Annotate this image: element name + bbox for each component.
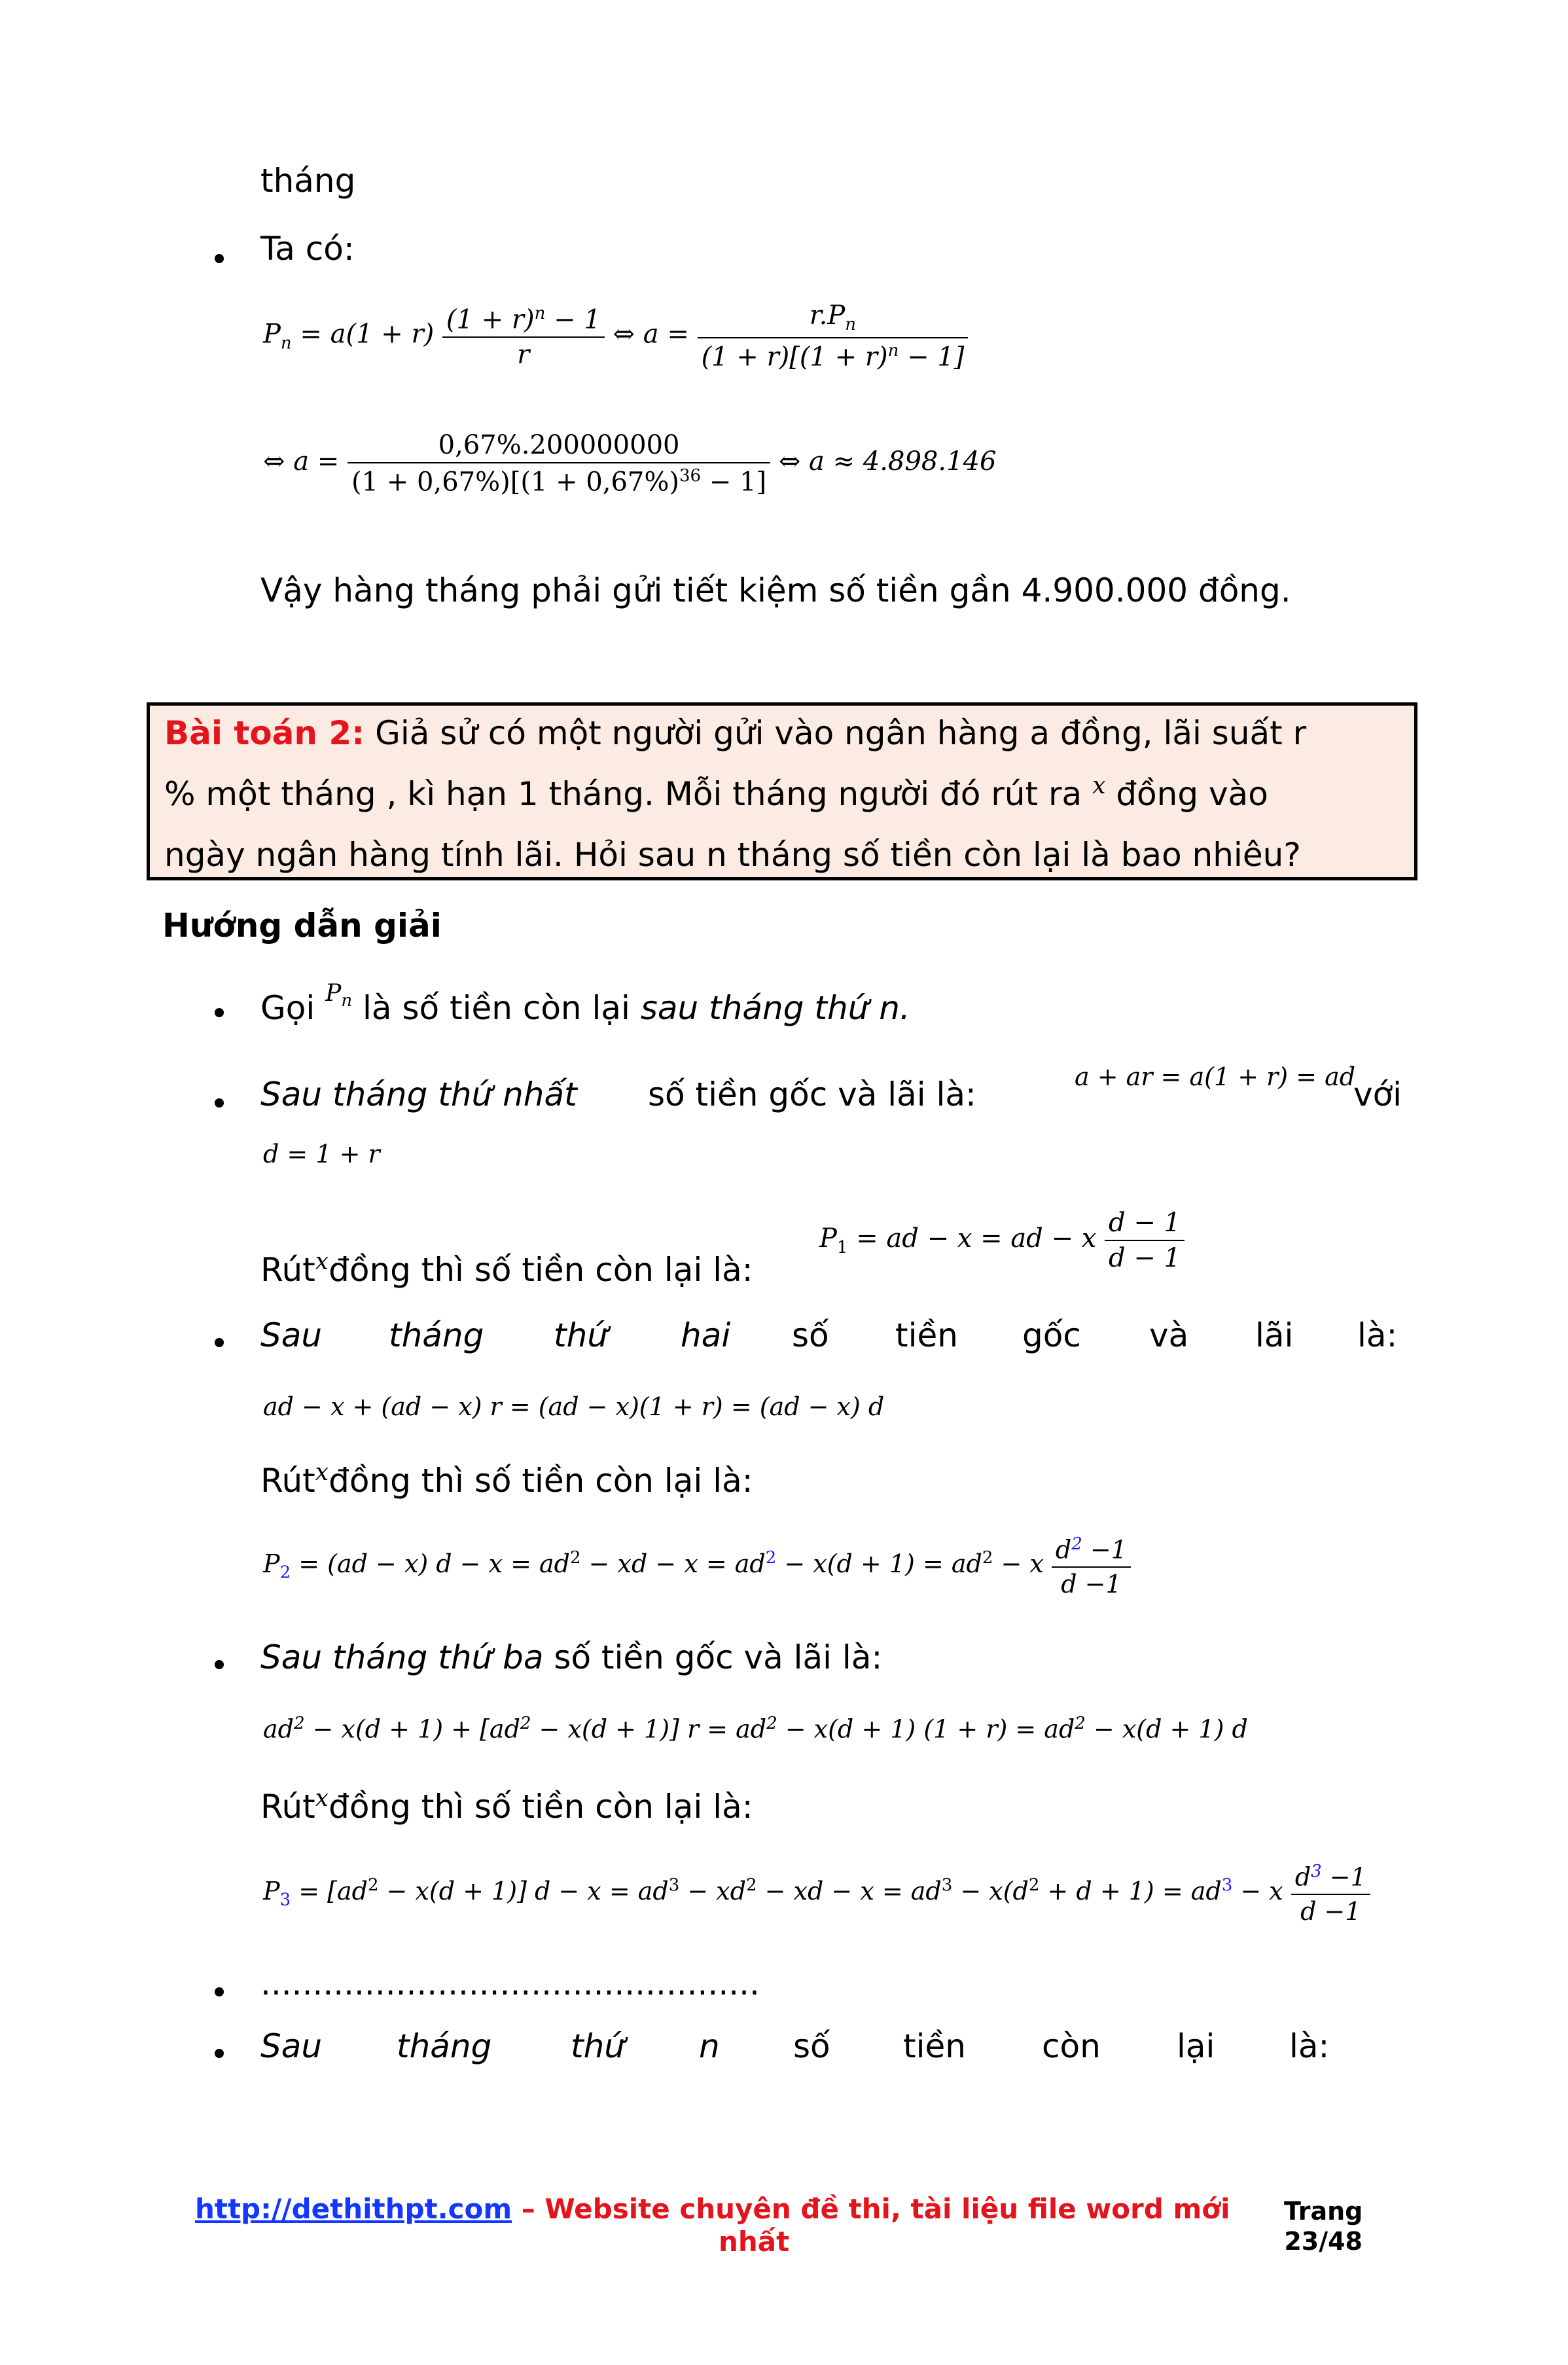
formula-p2: $P_2 = (ad - x) d - x = ad^2$ − xd − $x = ad^2 - x(d + 1) = ad^2 - x$ $\frac{d^2 -1}{d -1}$ bbox=[263, 1536, 1131, 1597]
word: lãi bbox=[1255, 1316, 1294, 1354]
word: là: bbox=[1289, 2027, 1330, 2065]
footer-link[interactable]: http://dethithpt.com bbox=[195, 2193, 512, 2225]
text-goi: Gọi $^{P_n}$ là số tiền còn lại sau tháng thứ n. bbox=[260, 980, 910, 1027]
word: còn bbox=[1042, 2027, 1101, 2065]
math-iff-a: ⇔ a = bbox=[263, 446, 340, 477]
text-dots: ................................................ bbox=[260, 1964, 760, 2002]
fraction-1: $\frac{(1 + r)^n - 1}{r}$ bbox=[442, 305, 605, 368]
footer-line-2: nhất bbox=[719, 2226, 790, 2258]
word: n bbox=[699, 2027, 720, 2065]
formula-p1: $P_1$ = ad − x = ad − x $\frac{d - 1}{d - 1}$ bbox=[819, 1210, 1185, 1271]
formula-d-def: d = 1 + r bbox=[263, 1140, 380, 1168]
text-rut-3: Rút$^x$đồng thì số tiền còn lại là: bbox=[260, 1785, 753, 1826]
word: thứ bbox=[554, 1316, 608, 1354]
problem-label: Bài toán 2: bbox=[164, 714, 365, 752]
problem-box bbox=[147, 702, 1417, 880]
page-number: 23/48 bbox=[1284, 2227, 1363, 2256]
text-rut-1: Rút$^x$đồng thì số tiền còn lại là: bbox=[260, 1248, 753, 1289]
word: và bbox=[1149, 1316, 1189, 1354]
text-s1-b: số tiền gốc và lãi là: bbox=[648, 1075, 976, 1113]
word: gốc bbox=[1022, 1316, 1081, 1354]
word: số bbox=[792, 1316, 829, 1354]
bullet bbox=[215, 1660, 224, 1669]
word: tiền bbox=[895, 1316, 958, 1354]
formula-a-result bbox=[263, 432, 996, 495]
word: lại bbox=[1177, 2027, 1215, 2065]
word: Sau bbox=[260, 1316, 323, 1354]
math-pn: P bbox=[263, 319, 281, 350]
math-eq: = a(1 + r) bbox=[300, 319, 435, 350]
text-rut-2: Rút$^x$đồng thì số tiền còn lại là: bbox=[260, 1459, 753, 1500]
text-thang: tháng bbox=[260, 162, 356, 200]
problem-line-3: ngày ngân hàng tính lãi. Hỏi sau n tháng số tiền còn lại là bao nhiêu? bbox=[164, 836, 1301, 874]
bullet bbox=[215, 2049, 224, 2058]
page-label: Trang bbox=[1284, 2197, 1363, 2226]
math-x: x bbox=[1092, 772, 1106, 799]
heading-solution: Hướng dẫn giải bbox=[162, 907, 442, 945]
math-pn-sub: n bbox=[280, 333, 292, 353]
footer-line-1: http://dethithpt.com – Website chuyên đề thi, tài liệu file word mới bbox=[195, 2193, 1230, 2225]
bullet bbox=[215, 1098, 224, 1108]
word: tháng bbox=[397, 2027, 492, 2065]
word: hai bbox=[681, 1316, 731, 1354]
problem-line-2: % một tháng , kì hạn 1 tháng. Mỗi tháng người đó rút ra $^x$ đồng vào bbox=[164, 772, 1268, 813]
formula-p3: $P_3 = [ad^2 - x(d + 1)] d - x = ad^3 - xd^2$ − xd − $x = ad^3 - x(d^2 + d + 1) = ad^3 - x$ $\frac{d^3 -1}{d -1}$ bbox=[263, 1863, 1370, 1924]
math-iff: ⇔ a = bbox=[613, 319, 689, 350]
bullet bbox=[215, 254, 224, 263]
word: là: bbox=[1357, 1316, 1398, 1354]
problem-line-1: Bài toán 2: Giả sử có một người gửi vào ngân hàng a đồng, lãi suất r bbox=[164, 714, 1307, 752]
text-ta-co: Ta có: bbox=[260, 230, 355, 268]
bullet bbox=[215, 1987, 224, 1996]
formula-s3: $ad^2 - x(d + 1) + [ad^2 - x(d + 1)] r = ad^2 - x(d + 1) (1 + r) = ad^2 - x(d + 1)$ d bbox=[263, 1714, 1248, 1744]
formula-pn-general bbox=[263, 302, 968, 370]
formula-s1: a + ar = a(1 + r) = ad bbox=[1075, 1062, 1356, 1091]
word: thứ bbox=[571, 2027, 625, 2065]
math-approx: ⇔ a ≈ 4.898.146 bbox=[778, 446, 997, 477]
text-conclusion: Vậy hàng tháng phải gửi tiết kiệm số tiền gần 4.900.000 đồng. bbox=[260, 571, 1291, 609]
text-s1-a: Sau tháng thứ nhất bbox=[260, 1075, 577, 1113]
fraction-3: $\frac{0,67\%.200000000}{(1 + 0,67\%)[(1 + 0,67\%)^{36} - 1]}$ bbox=[347, 432, 770, 495]
bullet bbox=[215, 1338, 224, 1347]
bullet bbox=[215, 1008, 224, 1017]
text-s3: Sau tháng thứ ba số tiền gốc và lãi là: bbox=[260, 1638, 883, 1676]
fraction-2: $\frac{r.P_n}{(1 + r)[(1 + r)^n - 1]}$ bbox=[698, 302, 969, 370]
word: tiền bbox=[903, 2027, 966, 2065]
formula-s2: ad − x + (ad − x) r = (ad − x)(1 + r) = (ad − x) d bbox=[263, 1392, 885, 1421]
word: số bbox=[793, 2027, 830, 2065]
word: tháng bbox=[389, 1316, 484, 1354]
text-s1-c: với bbox=[1353, 1075, 1402, 1113]
word: Sau bbox=[260, 2027, 323, 2065]
